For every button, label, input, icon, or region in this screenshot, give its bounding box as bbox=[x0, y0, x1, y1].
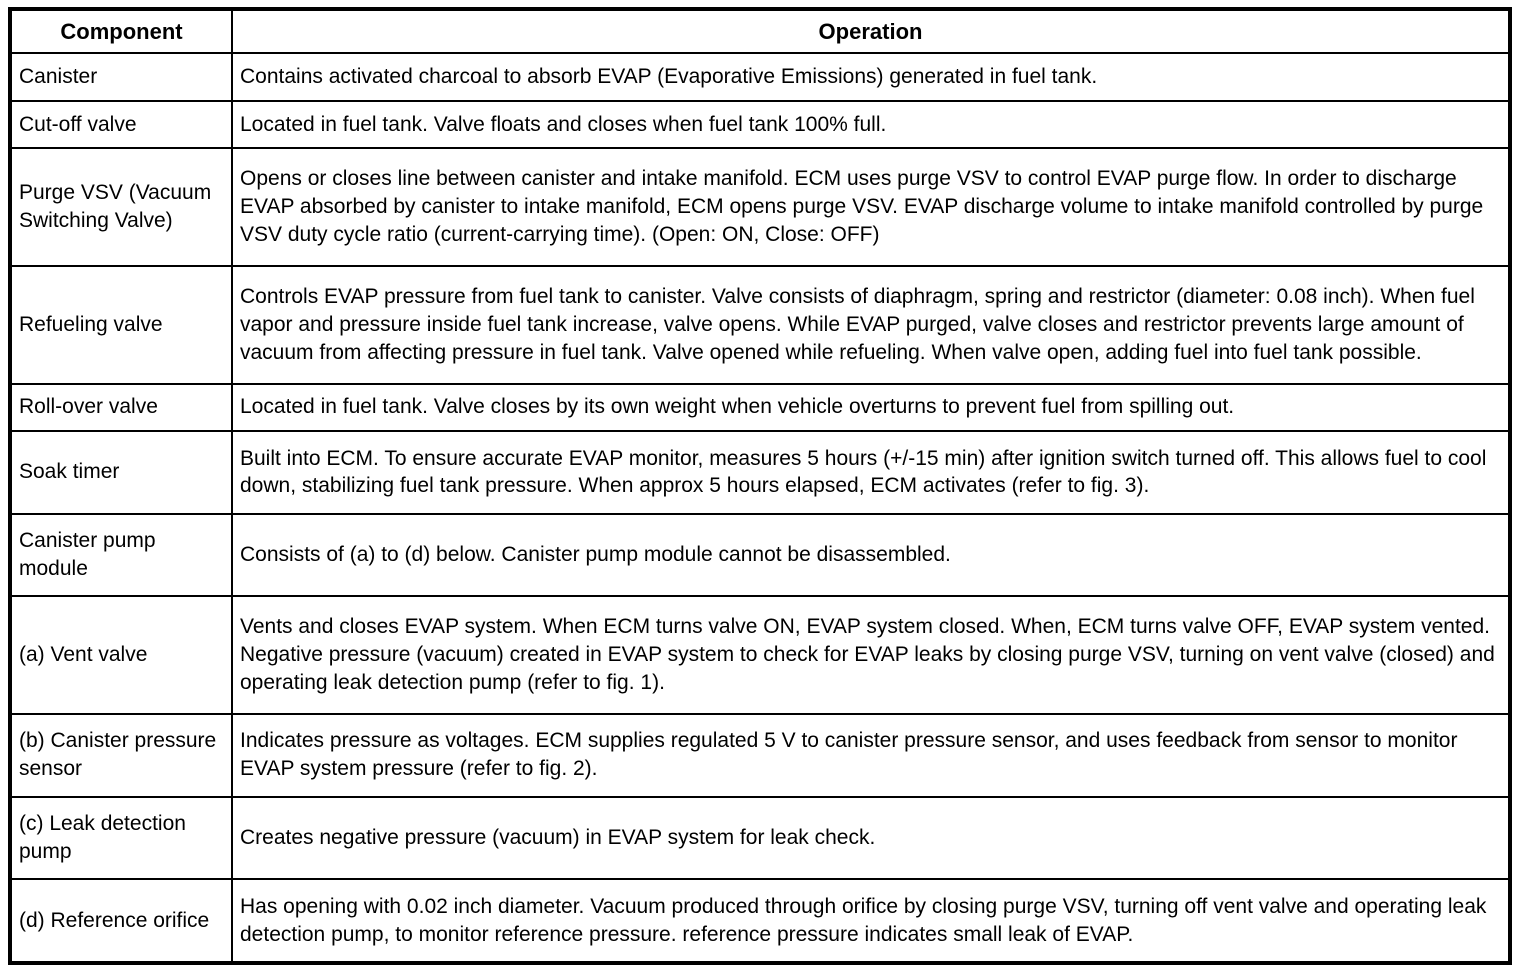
component-cell: (d) Reference orifice bbox=[10, 879, 232, 963]
header-operation: Operation bbox=[232, 9, 1510, 53]
header-component: Component bbox=[10, 9, 232, 53]
component-cell: Refueling valve bbox=[10, 266, 232, 384]
component-cell: (c) Leak detection pump bbox=[10, 797, 232, 880]
table-header-row bbox=[10, 9, 1510, 53]
operation-cell: Controls EVAP pressure from fuel tank to canister. Valve consists of diaphragm, spring and restrictor (diameter: 0.08 inch). When fuel vapor and pressure inside fuel tank increase, valve opens. While EVAP purged, valve closes and restrictor prevents large amount of vacuum from affecting pressure in fuel tank. Valve opened while refueling. When valve open, adding fuel into fuel tank possible. bbox=[232, 266, 1510, 384]
operation-cell: Consists of (a) to (d) below. Canister pump module cannot be disassembled. bbox=[232, 514, 1510, 597]
component-cell: (a) Vent valve bbox=[10, 596, 232, 714]
component-cell: Purge VSV (Vacuum Switching Valve) bbox=[10, 148, 232, 266]
operation-cell: Located in fuel tank. Valve floats and closes when fuel tank 100% full. bbox=[232, 101, 1510, 149]
operation-cell: Vents and closes EVAP system. When ECM turns valve ON, EVAP system closed. When, ECM turns valve OFF, EVAP system vented. Negative pressure (vacuum) created in EVAP system to check for EVAP leaks by closing purge VSV, turning on vent valve (closed) and operating leak detection pump (refer to fig. 1). bbox=[232, 596, 1510, 714]
component-cell: Canister pump module bbox=[10, 514, 232, 597]
operation-cell: Opens or closes line between canister and intake manifold. ECM uses purge VSV to control EVAP purge flow. In order to discharge EVAP absorbed by canister to intake manifold, ECM opens purge VSV. EVAP discharge volume to intake manifold controlled by purge VSV duty cycle ratio (current-carrying time). (Open: ON, Close: OFF) bbox=[232, 148, 1510, 266]
component-cell: (b) Canister pressure sensor bbox=[10, 714, 232, 797]
component-operation-table bbox=[8, 7, 1512, 965]
table-row bbox=[10, 384, 1510, 432]
table-row bbox=[10, 879, 1510, 963]
component-cell: Roll-over valve bbox=[10, 384, 232, 432]
table-row bbox=[10, 797, 1510, 880]
component-cell: Soak timer bbox=[10, 431, 232, 514]
table-row bbox=[10, 148, 1510, 266]
operation-cell: Has opening with 0.02 inch diameter. Vacuum produced through orifice by closing purge VSV, turning off vent valve and operating leak detection pump, to monitor reference pressure. reference pressure indicates small leak of EVAP. bbox=[232, 879, 1510, 963]
table-row bbox=[10, 431, 1510, 514]
component-cell: Canister bbox=[10, 53, 232, 101]
table-row bbox=[10, 53, 1510, 101]
operation-cell: Indicates pressure as voltages. ECM supplies regulated 5 V to canister pressure sensor, and uses feedback from sensor to monitor EVAP system pressure (refer to fig. 2). bbox=[232, 714, 1510, 797]
table-row bbox=[10, 714, 1510, 797]
table-row bbox=[10, 514, 1510, 597]
table-row bbox=[10, 596, 1510, 714]
operation-cell: Creates negative pressure (vacuum) in EVAP system for leak check. bbox=[232, 797, 1510, 880]
component-cell: Cut-off valve bbox=[10, 101, 232, 149]
operation-cell: Contains activated charcoal to absorb EVAP (Evaporative Emissions) generated in fuel tank. bbox=[232, 53, 1510, 101]
table-row bbox=[10, 101, 1510, 149]
operation-cell: Located in fuel tank. Valve closes by its own weight when vehicle overturns to prevent fuel from spilling out. bbox=[232, 384, 1510, 432]
table-row bbox=[10, 266, 1510, 384]
operation-cell: Built into ECM. To ensure accurate EVAP monitor, measures 5 hours (+/-15 min) after ignition switch turned off. This allows fuel to cool down, stabilizing fuel tank pressure. When approx 5 hours elapsed, ECM activates (refer to fig. 3). bbox=[232, 431, 1510, 514]
